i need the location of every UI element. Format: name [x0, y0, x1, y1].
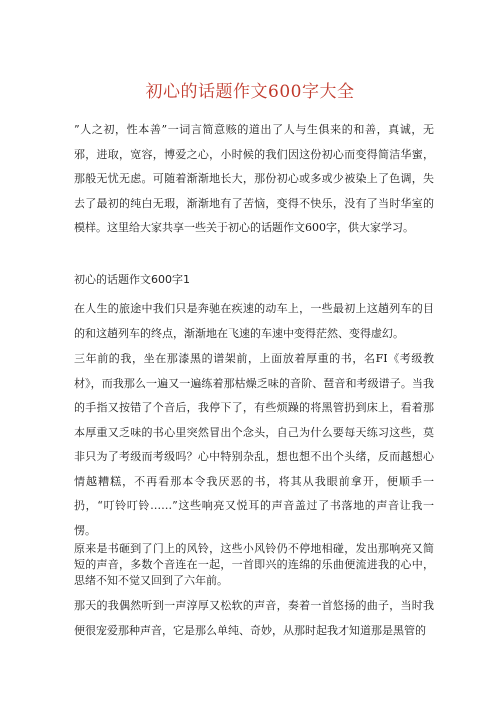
body-paragraph: 原来是书砸到了门上的风铃，这些小风铃仍不停地相碰，发出那响亮又简短的声音，多数个音连在一起，一首即兴的连绵的乐曲便流进我的心中，思绪不知不觉又回到了六年前。 — [74, 542, 434, 587]
section-title: 初心的话题作文600字1 — [74, 273, 190, 286]
body-paragraph: 在人生的旅途中我们只是奔驰在疾速的动车上，一些最初上这趟列车的目的和这趟列车的终点，渐渐地在飞速的车速中变得茫然、变得虚幻。 — [74, 302, 434, 340]
document-title: 初心的话题作文600字大全 — [145, 82, 355, 102]
body-paragraph: 那天的我偶然听到一声淳厚又松软的声音，奏着一首悠扬的曲子，当时我便很宠爱那种声音，它是那么单纯、奇妙，从那时起我才知道那是黑管的 — [74, 599, 434, 637]
body-paragraph: 三年前的我，坐在那漆黑的谱架前，上面放着厚重的书，名FI《考级教材》，而我那么一遍又一遍练着那枯燥乏味的音阶、琶音和考级谱子。当我的手指又按错了个音后，我停下了，有些烦躁的将黑管扔到床上，看着那本厚重又乏味的书心里突然冒出个念头，自己为什么要每天练习这些，莫非只为了考级而考级吗？心中特别杂乱，想也想不出个头绪，反而越想心情越糟糕，不再看那本令我厌恶的书，将其从我眼前拿开，便顺手一扔，“叮铃叮铃……”这些响亮又悦耳的声音盖过了书落地的声音让我一愣。 — [74, 352, 434, 537]
intro-paragraph: ”人之初，性本善”一词言简意赅的道出了人与生俱来的和善，真诚，无邪，进取，宽容，博爱之心，小时候的我们因这份初心而变得简洁华蜜，那般无忧无虑。可随着渐渐地长大，那份初心或多或少被染上了色调，失去了最初的纯白无瑕，渐渐地有了苦恼，变得不快乐，没有了当时华室的模样。这里给大家共享一些关于初心的话题作文600字，供大家学习。 — [74, 123, 434, 234]
